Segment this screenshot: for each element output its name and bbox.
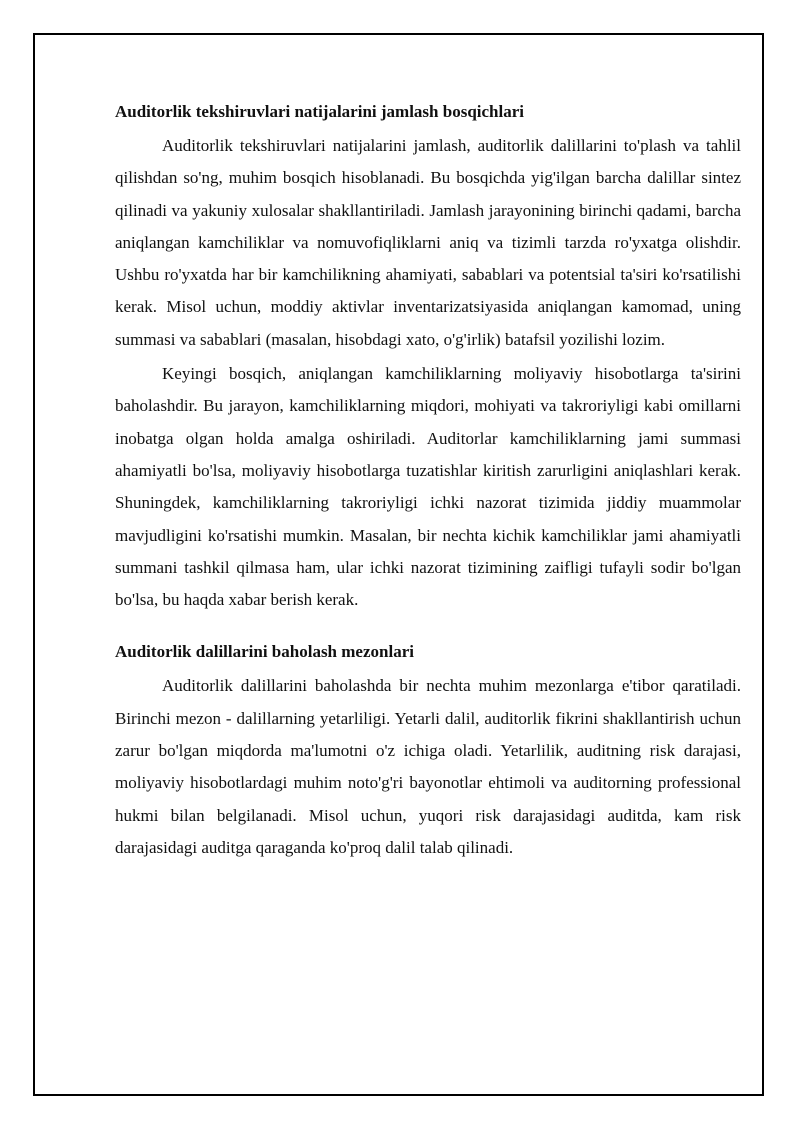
paragraph-summary-intro: Auditorlik tekshiruvlari natijalarini jamlash, auditorlik dalillarini to'plash va tahlil qilishdan so'ng, muhim bosqich hisoblanadi. Bu bosqichda yig'ilgan barcha dalillar sintez qilinadi va yakuniy xulosalar shakllantiriladi. Jamlash jarayonining birinchi qadami, barcha aniqlangan kamchiliklar va nomuvofiqliklarni aniq va tizimli tarzda ro'yxatga olishdir. Ushbu ro'yxatda har bir kamchilikning ahamiyati, sabablari va potentsial ta'siri ko'rsatilishi kerak. Misol uchun, moddiy aktivlar inventarizatsiyasida aniqlangan kamomad, uning summasi va sabablari (masalan, hisobdagi xato, o'g'irlik) batafsil yozilishi lozim. [115, 136, 741, 349]
paragraph-evaluation-criteria: Auditorlik dalillarini baholashda bir nechta muhim mezonlarga e'tibor qaratiladi. Birinchi mezon - dalillarning yetarliligi. Yetarli dalil, auditorlik fikrini shakllantirish uchun zarur bo'lgan miqdorda ma'lumotni o'z ichiga oladi. Yetarlilik, auditning risk darajasi, moliyaviy hisobotlardagi muhim noto'g'ri bayonotlar ehtimoli va auditorning professional hukmi bilan belgilanadi. Misol uchun, yuqori risk darajasidagi auditda, kam risk darajasidagi auditga qaraganda ko'proq dalil talab qilinadi. [115, 676, 741, 857]
section-heading-evaluation-criteria: Auditorlik dalillarini baholash mezonlari [115, 642, 414, 662]
section-heading-summary-stages: Auditorlik tekshiruvlari natijalarini jamlash bosqichlari [115, 102, 524, 121]
document-body [115, 96, 741, 866]
paragraph-summary-impact: Keyingi bosqich, aniqlangan kamchiliklarning moliyaviy hisobotlarga ta'sirini baholashdir. Bu jarayon, kamchiliklarning miqdori, mohiyati va takroriyligi kabi omillarni inobatga olgan holda amalga oshiriladi. Auditorlar kamchiliklarning jami summasi ahamiyatli bo'lsa, moliyaviy hisobotlarga tuzatishlar kiritish zarurligini aniqlashlari kerak. Shuningdek, kamchiliklarning takroriyligi ichki nazorat tizimida jiddiy muammolar mavjudligini ko'rsatishi mumkin. Masalan, bir nechta kichik kamchiliklar jami ahamiyatli summani tashkil qilmasa ham, ular ichki nazorat tizimining zaifligi tufayli sodir bo'lgan bo'lsa, bu haqda xabar berish kerak. [115, 364, 741, 610]
